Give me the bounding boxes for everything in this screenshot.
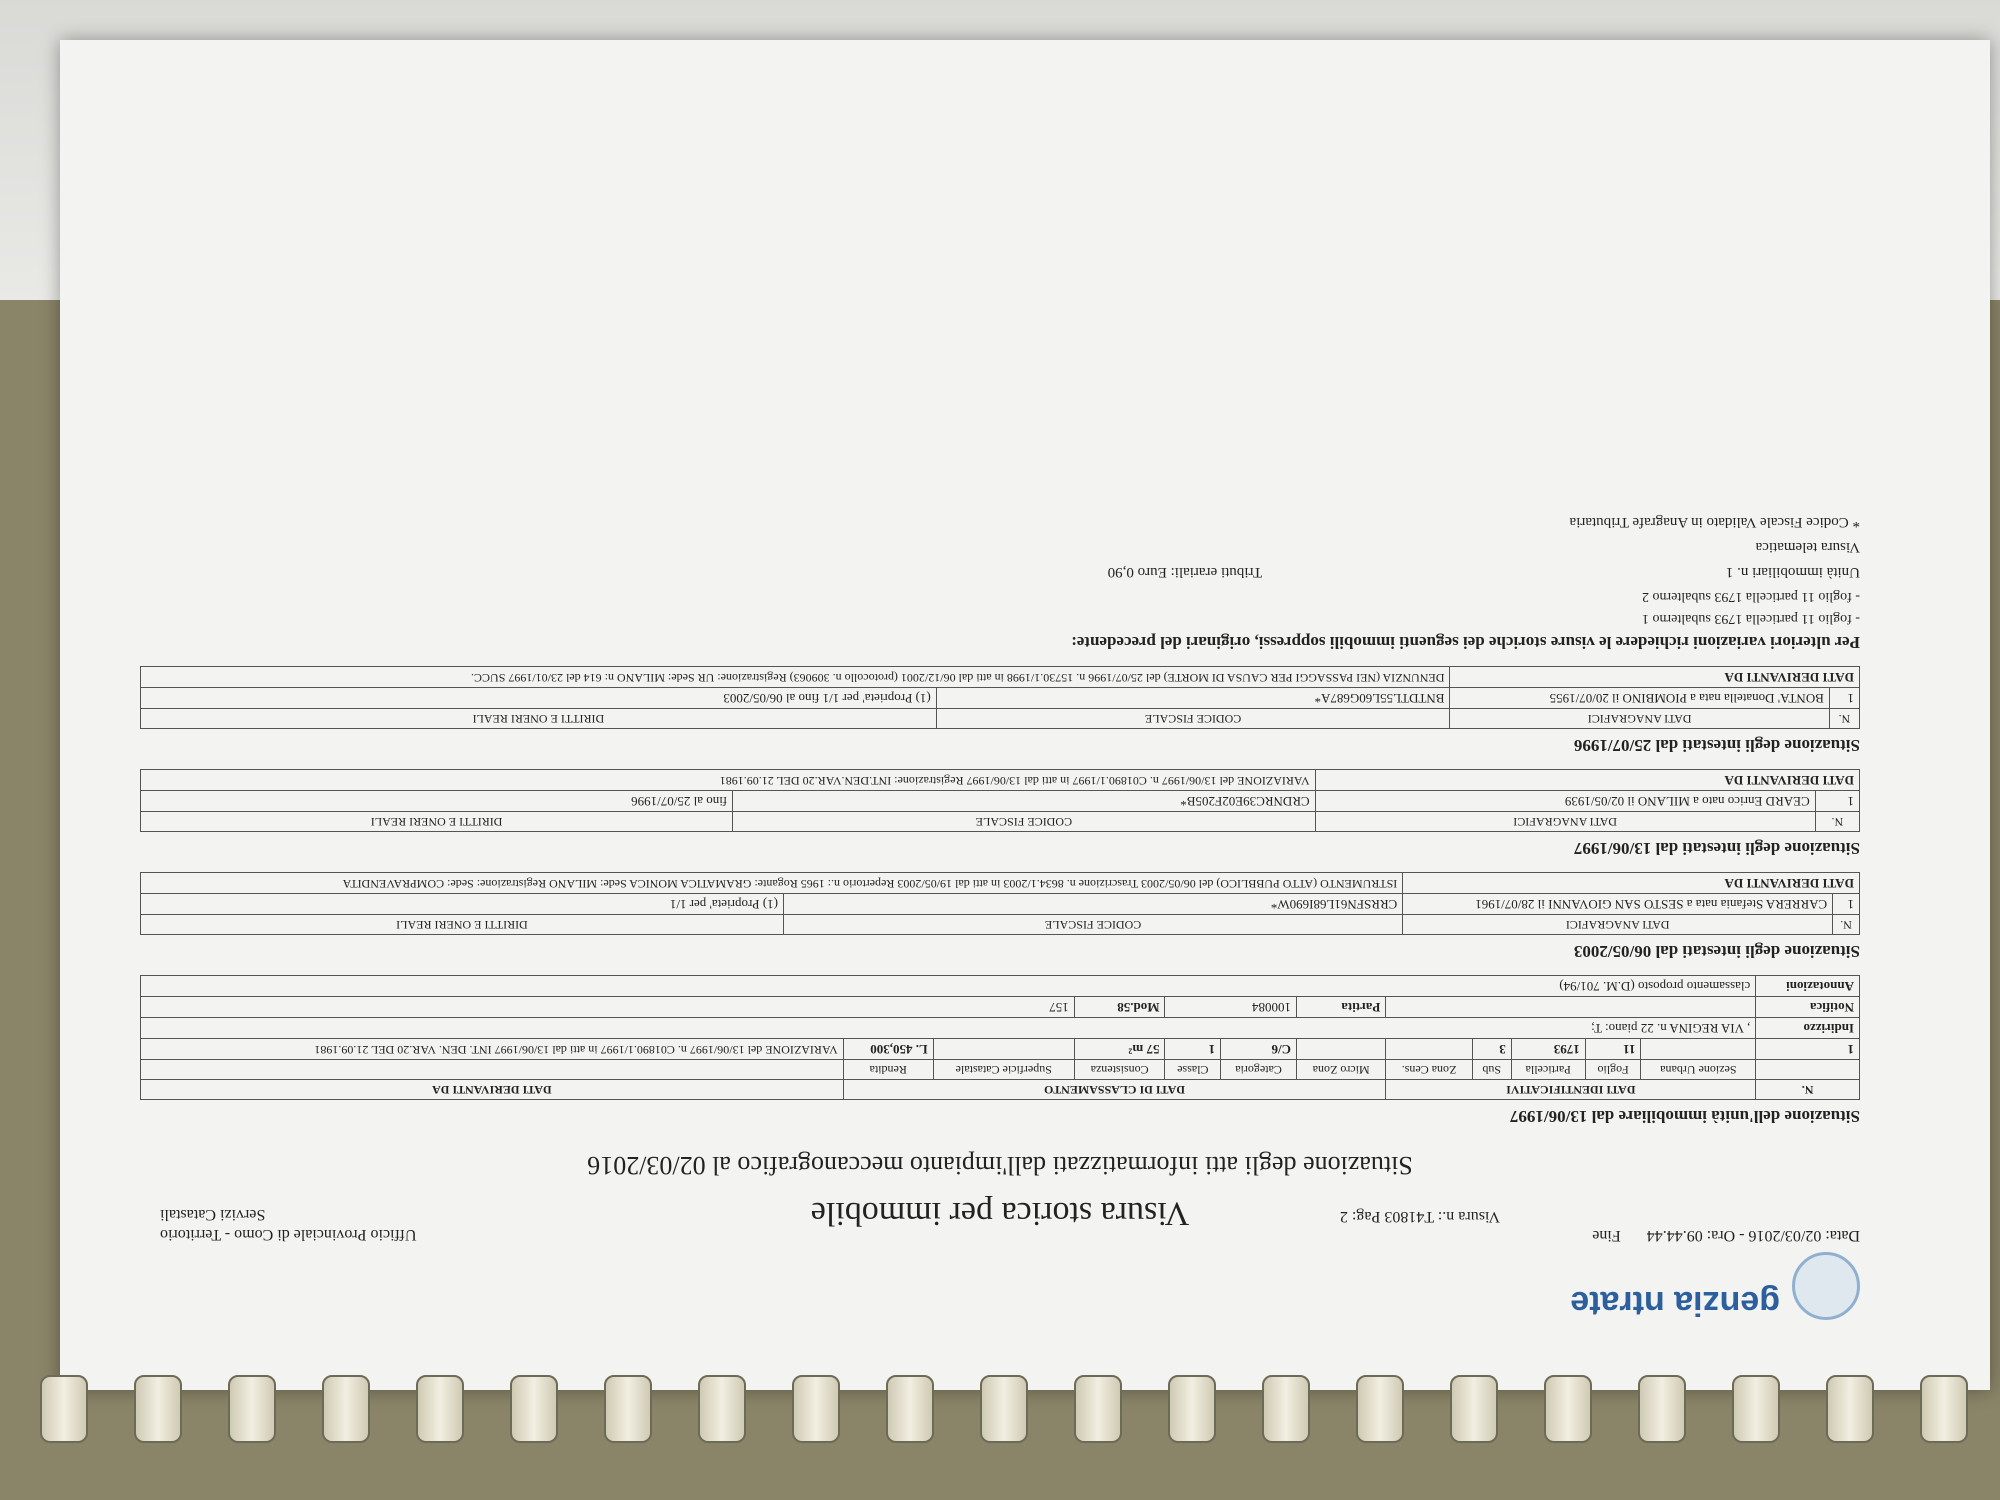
th-n: N. [1815,812,1859,832]
binding-ring [1262,1375,1310,1443]
service-name: Servizi Catastali [160,1206,266,1223]
binding-ring [1732,1375,1780,1443]
intestati-title: Situazione degli intestati dal 06/05/2003 [1573,942,1860,961]
th-consistenza: Consistenza [1074,1060,1165,1080]
th-diritti: DIRITTI E ONERI REALI [141,812,733,832]
mod58-label: Mod.58 [1074,997,1165,1018]
annotazioni-label: Annotazioni [1756,976,1860,997]
th-anagrafici: DATI ANAGRAFICI [1450,709,1829,729]
th-codice-fiscale: CODICE FISCALE [733,812,1315,832]
unit-section-title: Situazione dell'unità immobiliare dal 13/06/1997 [1509,1107,1860,1126]
binding-ring [1074,1375,1122,1443]
intestati-table [140,769,1860,832]
binding-ring [792,1375,840,1443]
spiral-binding [40,1375,1980,1445]
agenzia-entrate-logo [1560,1250,1860,1320]
cell-n: 1 [1829,688,1859,709]
th-micro: Micro Zona [1296,1060,1385,1080]
binding-ring [1168,1375,1216,1443]
cell-sezione [1641,1039,1756,1060]
cell-consistenza: 57 m² [1074,1039,1165,1060]
cell-foglio: 11 [1585,1039,1641,1060]
th-diritti: DIRITTI E ONERI REALI [141,709,937,729]
tributes: Tributi erariali: Euro 0,90 [1107,564,1263,580]
partita-value: 100084 [1165,997,1296,1018]
binding-ring [228,1375,276,1443]
further-variations: Per ulteriori variazioni richiedere le visure storiche dei seguenti immobili soppressi, originari del precedente: [1071,633,1860,652]
cell-diritti: (1) Proprieta' per 1/1 fino al 06/05/2003 [141,688,937,709]
cell-superficie [933,1039,1074,1060]
cf-note: * Codice Fiscale Validato in Anagrafe Tributaria [1569,514,1860,530]
binding-ring [322,1375,370,1443]
page-title: Visura storica per immobile [810,1195,1190,1232]
binding-ring [886,1375,934,1443]
cell-anagrafici: BONTA' Donatella nata a PIOMBINO il 20/07/1955 [1450,688,1829,709]
th-n: N. [1829,709,1859,729]
logo-text: genzia ntrate [1570,1284,1780,1322]
cell-n: 1 [1815,791,1859,812]
th-blank [1756,1060,1860,1080]
th-codice-fiscale: CODICE FISCALE [936,709,1450,729]
cell-anagrafici: CARRERA Stefania nata a SESTO SAN GIOVANNI il 28/07/1961 [1403,894,1833,915]
intestati-table [140,666,1860,729]
cell-sub: 3 [1472,1039,1511,1060]
cell-derivanti: VARIAZIONE del 13/06/1997 n. C01890.1/1997 in atti dal 13/06/1997 INT. DEN. VAR.20 DEL 21.09.1981 [141,1039,844,1060]
cell-particella: 1793 [1511,1039,1585,1060]
th-anagrafici: DATI ANAGRAFICI [1403,915,1833,935]
notifica-value [1386,997,1756,1018]
office-name: Ufficio Provinciale di Como - Territorio [160,1226,417,1243]
cell-n: 1 [1756,1039,1860,1060]
derivanti-value: VARIAZIONE del 13/06/1997 n. C01890.1/1997 in atti dal 13/06/1997 Registrazione: INT.DEN.VAR.20 DEL 21.09.1981 [141,770,1316,791]
table-row [141,894,1860,915]
col-dati-classamento: DATI DI CLASSAMENTO [843,1080,1386,1100]
end-label: Fine [1592,1227,1621,1244]
cell-anagrafici: CEARD Enrico nato a MILANO il 02/05/1939 [1315,791,1815,812]
derivanti-label: DATI DERIVANTI DA [1450,667,1860,688]
document-header [140,1140,1860,1340]
th-codice-fiscale: CODICE FISCALE [783,915,1402,935]
indirizzo-value: , VIA REGINA n. 22 piano: T; [141,1018,1756,1039]
th-sezione: Sezione Urbana [1641,1060,1756,1080]
binding-ring [40,1375,88,1443]
binding-ring [698,1375,746,1443]
th-superficie: Superficie Catastale [933,1060,1074,1080]
derivanti-label: DATI DERIVANTI DA [1315,770,1859,791]
cell-micro [1296,1039,1385,1060]
binding-ring [980,1375,1028,1443]
visura-number: Visura n.: T41803 Pag: 2 [1339,1208,1500,1225]
cell-classe: 1 [1165,1039,1221,1060]
th-n: N. [1833,915,1860,935]
units-line [140,563,1860,580]
intestati-title: Situazione degli intestati dal 25/07/1996 [1573,736,1860,755]
suppressed-item: - foglio 11 particella 1793 subalterno 2 [1642,589,1860,604]
date-time-text: Data: 02/03/2016 - Ora: 09.44.44 [1646,1227,1860,1244]
table-row [141,688,1860,709]
derivanti-value: ISTRUMENTO (ATTO PUBBLICO) del 06/05/2003 Trascrizione n. 8634.1/2003 in atti dal 19/05/2003 Repertorio n.: 1965 Rogante: GRAMATICA MONICA Sede: MILANO Registrazione: Sede: COMPRAVENDITA [141,873,1403,894]
telematic-note: Visura telematica [1755,539,1860,555]
cell-codice-fiscale: BNTDTL55L60G687A* [936,688,1450,709]
th-zona: Zona Cens. [1386,1060,1472,1080]
mod58-value: 157 [141,997,1075,1018]
cell-codice-fiscale: CRRSFN61L68I690W* [783,894,1402,915]
derivanti-value: DENUNZIA (NEI PASSAGGI PER CAUSA DI MORTE) del 25/07/1996 n. 15730.1/1998 in atti dal 06/12/2001 (protocollo n. 309063) Registrazione: UR Sede: MILANO n: 614 del 23/01/1997 SUCC. [141,667,1450,688]
notifica-label: Notifica [1756,997,1860,1018]
binding-ring [1920,1375,1968,1443]
suppressed-item: - foglio 11 particella 1793 subalterno 1 [1642,611,1860,626]
cell-diritti: fino al 25/07/1996 [141,791,733,812]
table-row [141,791,1860,812]
binding-ring [1638,1375,1686,1443]
cell-diritti: (1) Proprieta' per 1/1 [141,894,784,915]
binding-ring [1826,1375,1874,1443]
cell-categoria: C/6 [1221,1039,1297,1060]
emblem-icon [1792,1252,1860,1320]
annotazioni-value: classamento proposto (D.M. 701/94) [141,976,1756,997]
page-subtitle: Situazione degli atti informatizzati dall'impianto meccanografico al 02/03/2016 [587,1151,1413,1180]
col-n: N. [1756,1080,1860,1100]
th-diritti: DIRITTI E ONERI REALI [141,915,784,935]
derivanti-label: DATI DERIVANTI DA [1403,873,1860,894]
th-derivanti-blank [141,1060,844,1080]
col-dati-identificativi: DATI IDENTIFICATIVI [1386,1080,1756,1100]
unit-table [140,975,1860,1100]
th-particella: Particella [1511,1060,1585,1080]
th-anagrafici: DATI ANAGRAFICI [1315,812,1815,832]
intestati-table [140,872,1860,935]
th-categoria: Categoria [1221,1060,1297,1080]
intestati-title: Situazione degli intestati dal 13/06/1997 [1573,839,1860,858]
units-count: Unità immobiliari n. 1 [1725,564,1860,580]
binding-ring [1356,1375,1404,1443]
th-sub: Sub [1472,1060,1511,1080]
th-rendita: Rendita [843,1060,933,1080]
binding-ring [1450,1375,1498,1443]
table-row [141,1039,1860,1060]
col-dati-derivanti: DATI DERIVANTI DA [141,1080,844,1100]
th-classe: Classe [1165,1060,1221,1080]
th-foglio: Foglio [1585,1060,1641,1080]
cell-n: 1 [1833,894,1860,915]
document-page [140,505,1860,1340]
cell-rendita: L. 450,300 [843,1039,933,1060]
cell-zona [1386,1039,1472,1060]
cell-codice-fiscale: CRDNRC39E02F205B* [733,791,1315,812]
binding-ring [416,1375,464,1443]
indirizzo-label: Indirizzo [1756,1018,1860,1039]
binding-ring [134,1375,182,1443]
partita-label: Partita [1296,997,1385,1018]
binding-ring [1544,1375,1592,1443]
binding-ring [510,1375,558,1443]
binding-ring [604,1375,652,1443]
